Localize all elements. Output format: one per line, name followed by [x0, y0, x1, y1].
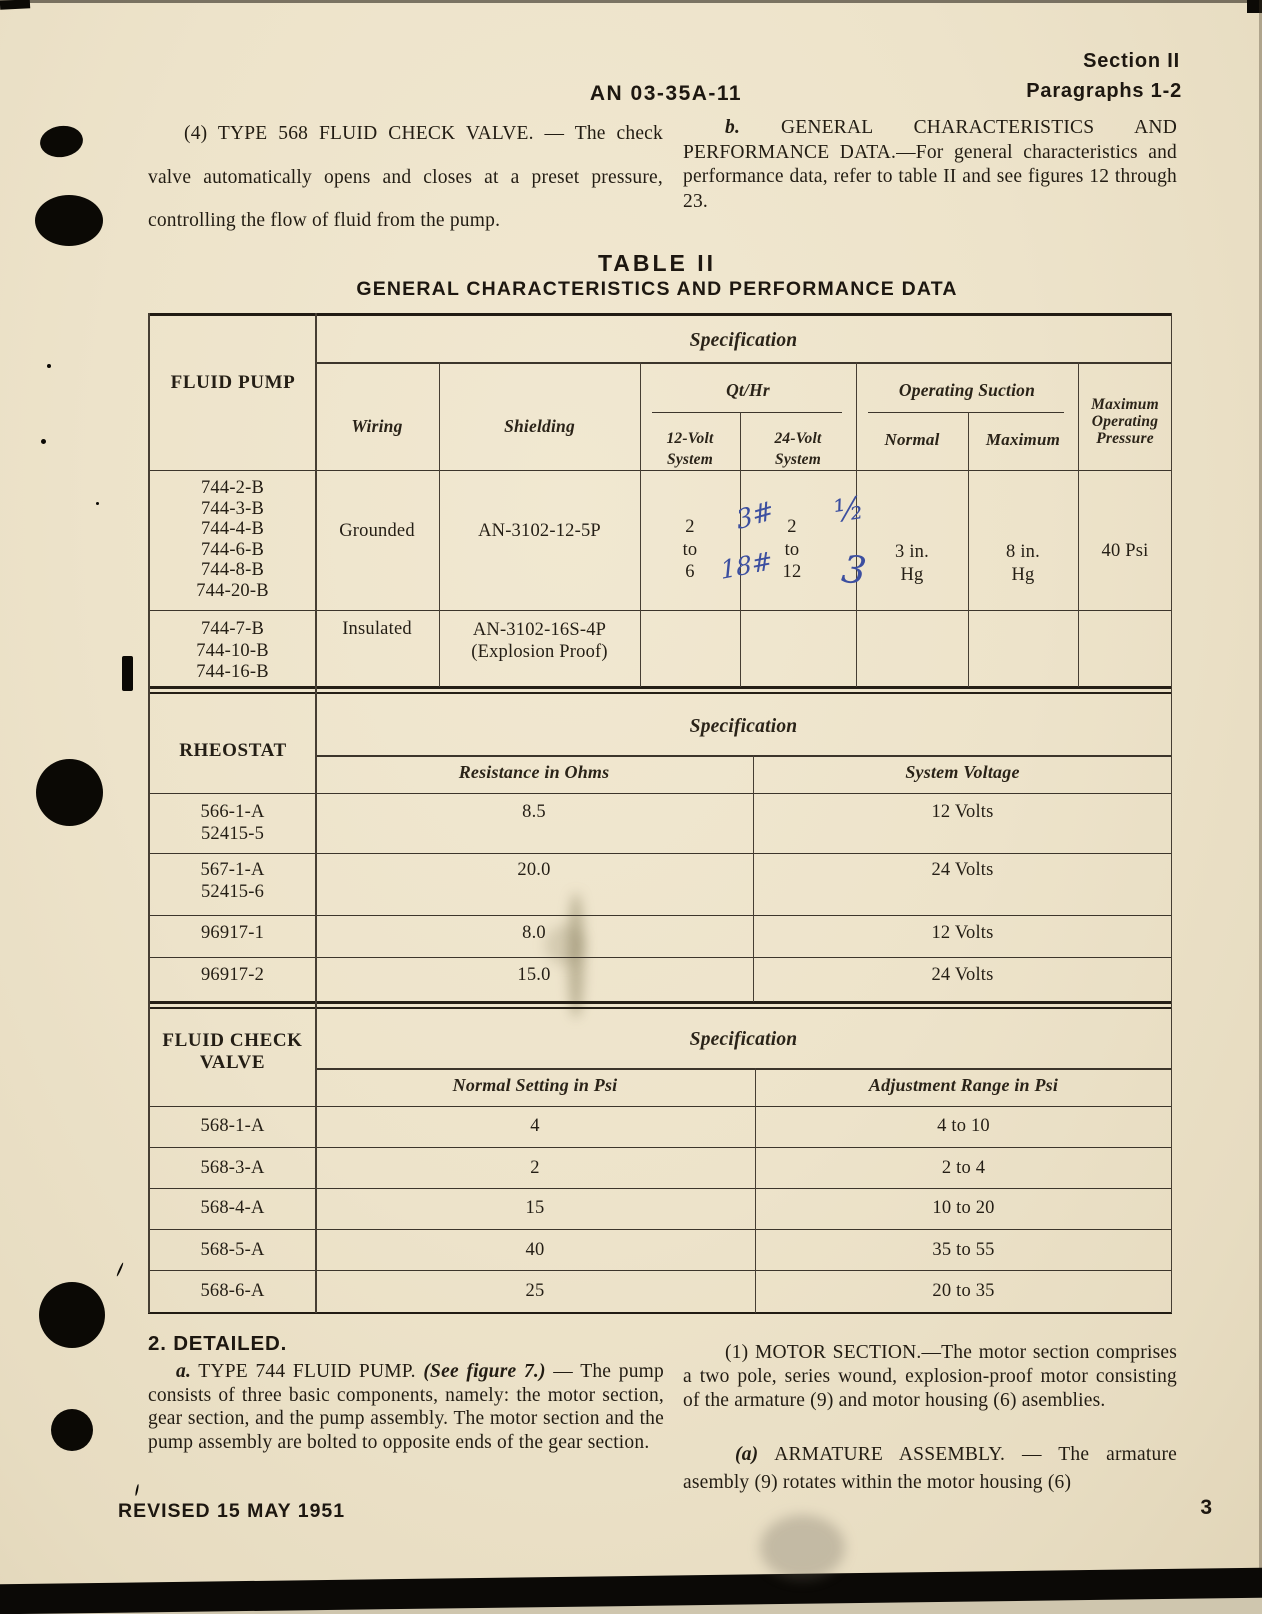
table-rule [150, 610, 1172, 611]
table-border-top [148, 313, 1172, 316]
scan-edge-top-left [0, 0, 30, 10]
resistance-value: 8.5 [522, 802, 546, 822]
row-header-fluid-pump: FLUID PUMP [170, 372, 296, 393]
table-rule [315, 1068, 1172, 1070]
max-pressure-value: 40 Psi [1101, 541, 1149, 561]
table-subtitle: GENERAL CHARACTERISTICS AND PERFORMANCE DATA [356, 278, 958, 300]
table-rule [150, 915, 1172, 916]
col-header-normal-setting: Normal Setting in Psi [452, 1075, 618, 1095]
mop-line2: Operating [1091, 413, 1159, 430]
col-header-max-operating-pressure [1078, 396, 1172, 447]
rheostat-models [150, 965, 315, 986]
col-header-normal: Normal [884, 430, 940, 449]
col-header-24volt-line1: 24-Volt [774, 430, 822, 447]
spec-header: Specification [689, 330, 798, 351]
paragraph-type-744-fluid-pump [148, 1360, 664, 1455]
pen-tick [116, 1262, 124, 1277]
col-header-operating-suction: Operating Suction [898, 380, 1036, 400]
model-number: 744-7-B [200, 619, 265, 639]
table-rule [150, 1229, 1172, 1230]
table-title: TABLE II [597, 250, 717, 276]
model-number: 744-8-B [200, 560, 265, 580]
paragraph-body: MOTOR SECTION.—The motor section comprises a two pole, series wound, explosion-proof motor consisting of the armature (9) and motor housing (6) asemblies. [683, 1342, 1178, 1412]
range-value: 10 to 20 [932, 1198, 995, 1218]
resistance-value: 8.0 [522, 923, 546, 943]
pen-tick [135, 1484, 139, 1496]
col-header-12volt-line2: System [667, 451, 713, 468]
col-header-system-voltage: System Voltage [905, 762, 1020, 782]
valve-model: 568-5-A [200, 1240, 265, 1260]
col-header-shielding: Shielding [504, 416, 575, 436]
setting-value: 25 [525, 1281, 545, 1301]
qt-value: 2 [685, 517, 695, 537]
heading-detailed: 2. DETAILED. [148, 1332, 288, 1355]
table-rule [150, 1270, 1172, 1271]
voltage-value: 24 Volts [931, 860, 994, 880]
col-header-adjustment-range: Adjustment Range in Psi [868, 1075, 1059, 1095]
model-number: 744-4-B [200, 519, 265, 539]
qt-value: 12 [782, 562, 802, 582]
qt-value: 2 [787, 517, 797, 537]
suction-line: 3 in. [895, 542, 929, 562]
ink-speck [41, 439, 46, 444]
paragraph-body: — The pump consists of three basic components, namely: the motor section, gear section, and the pump assembly. The motor section and the pump assembly are bolted to opposite ends of the gear section. [148, 1361, 664, 1454]
valve-model: 568-6-A [200, 1281, 265, 1301]
setting-value: 15 [525, 1198, 545, 1218]
paragraph-title: TYPE 744 FLUID PUMP. [198, 1361, 416, 1382]
scan-edge-bottom [0, 1568, 1262, 1614]
model-number: 744-3-B [200, 498, 265, 519]
row-header-rheostat: RHEOSTAT [179, 740, 287, 761]
shielding-value: AN-3102-12-5P [478, 521, 601, 541]
paragraph-type-568-check-valve: (4) TYPE 568 FLUID CHECK VALVE. — The check valve automatically opens and closes at a preset pressure, controlling the flow of fluid from the pump. [148, 123, 663, 231]
ink-blot [51, 1409, 93, 1451]
table-rule [150, 853, 1172, 854]
table-rule [150, 470, 1172, 471]
table-divider [755, 1068, 756, 1313]
row-header-fluid-check-valve [150, 1030, 315, 1074]
paragraph-lead-letter: b. [725, 117, 741, 138]
col-header-12volt-line1: 12-Volt [666, 430, 714, 447]
col-header-resistance: Resistance in Ohms [458, 762, 610, 782]
range-value: 4 to 10 [937, 1116, 990, 1136]
mop-line3: Pressure [1096, 430, 1154, 447]
model-number: 567-1-A [200, 860, 265, 880]
table-border-bottom [148, 1312, 1172, 1314]
doc-number: AN 03-35A-11 [589, 82, 743, 105]
table-rule [150, 1106, 1172, 1107]
paragraph-body: The armature asembly (9) rotates within the motor housing (6) [683, 1444, 1177, 1493]
page-number: 3 [1200, 1496, 1212, 1519]
setting-value: 4 [530, 1116, 540, 1136]
table-rule [150, 957, 1172, 958]
ink-blot [35, 195, 103, 246]
col-header-12volt-system [640, 428, 740, 470]
shielding-value [439, 619, 640, 663]
section-separator [148, 1001, 1172, 1009]
voltage-value: 12 Volts [931, 923, 994, 943]
suction-normal-value [856, 541, 968, 587]
paragraph-armature-assembly [683, 1441, 1177, 1497]
revision-date: REVISED 15 MAY 1951 [118, 1500, 346, 1522]
ink-blot [39, 1282, 105, 1348]
section-label: Section II [1083, 50, 1180, 72]
stain [760, 1515, 845, 1580]
section-separator [148, 686, 1172, 694]
shielding-line: AN-3102-16S-4P [472, 620, 607, 640]
paragraph-lead-number: (1) [725, 1342, 749, 1363]
table-rule [315, 755, 1172, 757]
model-number: 744-16-B [196, 662, 269, 682]
handwritten-annotation: 3 [839, 546, 869, 594]
row-header-line: VALVE [199, 1052, 266, 1073]
wiring-value: Grounded [339, 521, 415, 541]
qt-value: to [784, 539, 800, 560]
model-number: 744-20-B [196, 580, 269, 601]
ink-speck [47, 364, 51, 368]
paragraph-title: ARMATURE ASSEMBLY. — [774, 1444, 1042, 1465]
valve-model: 568-1-A [200, 1116, 265, 1136]
table-rule [150, 1188, 1172, 1189]
scan-edge-top [0, 0, 1262, 3]
setting-value: 40 [525, 1240, 545, 1260]
model-number: 744-10-B [196, 640, 269, 661]
valve-model: 568-4-A [200, 1198, 265, 1218]
col-header-wiring: Wiring [351, 416, 403, 436]
handwritten-annotation: ½ [831, 489, 867, 531]
suction-line: 8 in. [1006, 542, 1040, 562]
paragraph-motor-section [683, 1341, 1177, 1414]
col-header-24volt-system [740, 428, 856, 470]
shielding-line: (Explosion Proof) [471, 642, 608, 662]
model-number: 52415-5 [200, 823, 265, 844]
resistance-value: 20.0 [517, 860, 551, 880]
rheostat-models [150, 802, 315, 845]
col-header-qt-hr: Qt/Hr [726, 380, 770, 400]
qt-value: to [682, 539, 698, 560]
rheostat-models [150, 860, 315, 903]
handwritten-annotation: 18# [719, 545, 774, 586]
col-header-maximum: Maximum [985, 430, 1061, 449]
valve-model: 568-3-A [200, 1158, 265, 1178]
paragraph-lead-letter: a. [176, 1361, 192, 1382]
ink-blot [36, 759, 103, 826]
voltage-value: 12 Volts [931, 802, 994, 822]
model-number: 52415-6 [200, 881, 265, 902]
suction-line: Hg [1011, 565, 1035, 585]
resistance-value: 15.0 [517, 965, 551, 985]
range-value: 20 to 35 [932, 1281, 995, 1301]
paragraph-body: GENERAL CHARACTERISTICS AND PERFORMANCE DATA.—For general characteristics and performance data, refer to table II and see figures 12 through 23. [683, 117, 1177, 212]
suction-line: Hg [900, 565, 924, 585]
table-rule [150, 793, 1172, 794]
setting-value: 2 [530, 1158, 540, 1178]
suction-maximum-value [968, 541, 1078, 587]
qt-value: 6 [685, 562, 695, 582]
table-rule [150, 1147, 1172, 1148]
col-header-24volt-line2: System [775, 451, 821, 468]
pump-models-grounded [150, 478, 315, 601]
model-number: 744-6-B [200, 539, 265, 560]
revision-bar [122, 656, 133, 691]
spec-header: Specification [689, 1029, 798, 1050]
table-rule [315, 362, 1172, 364]
figure-reference: (See figure 7.) [423, 1361, 546, 1382]
model-number: 96917-1 [200, 923, 265, 943]
paragraph-general-characteristics [683, 116, 1177, 214]
ink-speck [96, 502, 99, 505]
table-rule [652, 412, 842, 413]
model-number: 96917-2 [200, 965, 265, 985]
model-number: 744-2-B [200, 478, 265, 498]
mop-line1: Maximum [1091, 396, 1159, 413]
wiring-value: Insulated [342, 619, 412, 639]
voltage-value: 24 Volts [931, 965, 994, 985]
paragraph-lead-letter: (a) [735, 1444, 759, 1465]
table-rule [868, 412, 1064, 413]
ink-blot [38, 123, 85, 160]
paragraphs-label: Paragraphs 1-2 [1026, 80, 1182, 102]
range-value: 2 to 4 [941, 1158, 986, 1178]
row-header-line: FLUID CHECK [162, 1030, 303, 1051]
rheostat-models [150, 923, 315, 944]
range-value: 35 to 55 [932, 1240, 995, 1260]
handwritten-annotation: 3# [734, 495, 777, 537]
spec-header: Specification [689, 716, 798, 737]
model-number: 566-1-A [200, 802, 265, 822]
pump-models-insulated [150, 619, 315, 684]
